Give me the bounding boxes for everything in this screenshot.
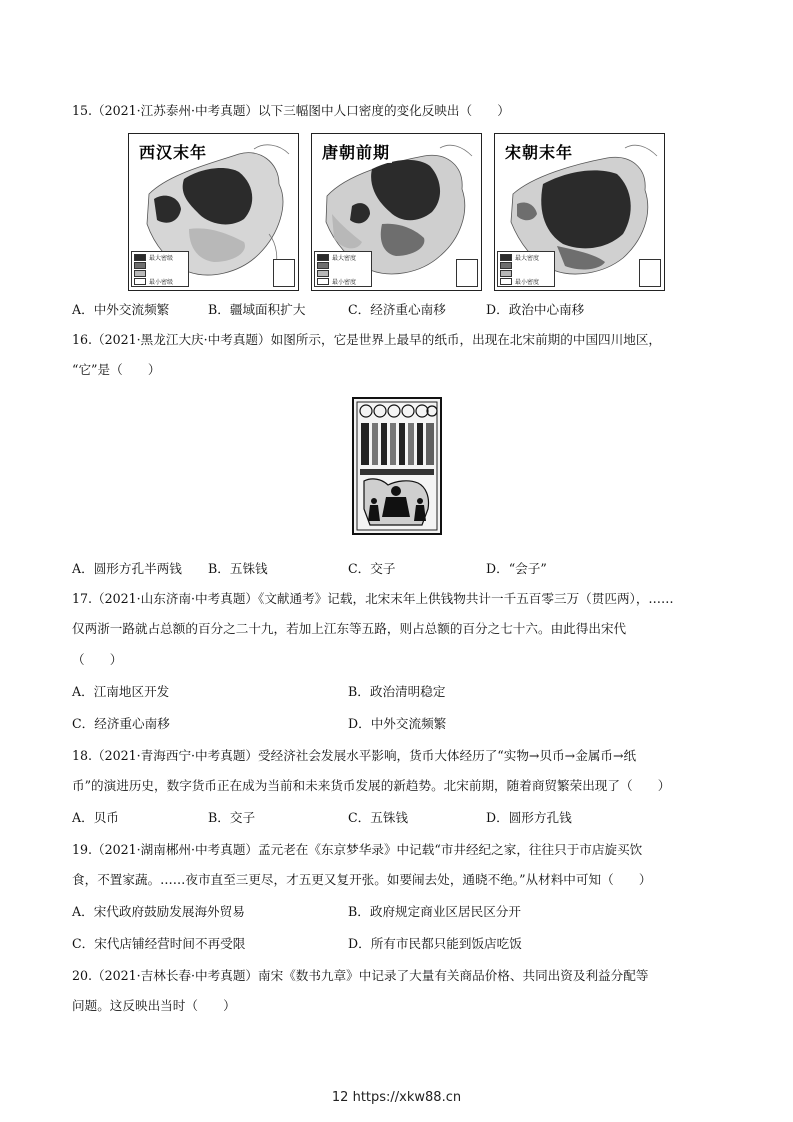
q17-option-b[interactable]: B．政治清明稳定 bbox=[348, 684, 446, 699]
q16-option-c[interactable]: C．交子 bbox=[348, 561, 396, 576]
map-western-han-legend bbox=[131, 251, 189, 287]
q18-option-c[interactable]: C．五铢钱 bbox=[348, 810, 409, 825]
legend-top-label: 最大密级 bbox=[149, 254, 174, 262]
jiaozi-banknote-image bbox=[352, 397, 442, 535]
q16-stem-line2: “它”是（ ） bbox=[72, 362, 161, 377]
q16-option-d[interactable]: D．“会子” bbox=[486, 561, 547, 576]
map-late-song bbox=[494, 133, 665, 291]
q16-option-b[interactable]: B．五铢钱 bbox=[208, 561, 268, 576]
map-early-tang-legend bbox=[314, 251, 372, 287]
q16-option-a[interactable]: A．圆形方孔半两钱 bbox=[72, 561, 182, 576]
map-western-han-title: 西汉末年 bbox=[137, 140, 209, 163]
q20-stem-line1: 20.（2021·吉林长春·中考真题）南宋《数书九章》中记录了大量有关商品价格、共同出资及利益分配等 bbox=[72, 968, 649, 983]
q17-option-d[interactable]: D．中外交流频繁 bbox=[348, 716, 447, 731]
q18-option-a[interactable]: A．贝币 bbox=[72, 810, 119, 825]
q18-option-d[interactable]: D．圆形方孔钱 bbox=[486, 810, 572, 825]
map-inset bbox=[456, 259, 478, 287]
map-inset bbox=[273, 259, 295, 287]
q19-stem-line1: 19.（2021·湖南郴州·中考真题）孟元老在《东京梦华录》中记载“市井经纪之家，往往只于市店旋买饮 bbox=[72, 842, 643, 857]
map-late-song-legend bbox=[497, 251, 555, 287]
legend-bottom-label: 最小密级 bbox=[149, 278, 174, 286]
q17-option-a[interactable]: A．江南地区开发 bbox=[72, 684, 170, 699]
q19-option-b[interactable]: B．政府规定商业区居民区分开 bbox=[348, 904, 521, 919]
q15-option-a[interactable]: A．中外交流频繁 bbox=[72, 302, 170, 317]
q15-option-d[interactable]: D．政治中心南移 bbox=[486, 302, 585, 317]
legend-bottom-label: 最小密度 bbox=[515, 278, 540, 286]
q18-option-b[interactable]: B．交子 bbox=[208, 810, 256, 825]
q15-stem: 15.（2021·江苏泰州·中考真题）以下三幅图中人口密度的变化反映出（ ） bbox=[72, 103, 510, 118]
q18-stem-line1: 18.（2021·青海西宁·中考真题）受经济社会发展水平影响，货币大体经历了“实物→贝币→金属币→纸 bbox=[72, 748, 637, 763]
map-western-han bbox=[128, 133, 299, 291]
legend-bottom-label: 最小密度 bbox=[332, 278, 357, 286]
q15-option-c[interactable]: C．经济重心南移 bbox=[348, 302, 446, 317]
q16-stem-line1: 16.（2021·黑龙江大庆·中考真题）如图所示，它是世界上最早的纸币，出现在北宋前期的中国四川地区， bbox=[72, 332, 662, 347]
legend-top-label: 最大密度 bbox=[515, 254, 540, 262]
map-late-song-title: 宋朝末年 bbox=[503, 140, 575, 163]
q19-option-a[interactable]: A．宋代政府鼓励发展海外贸易 bbox=[72, 904, 245, 919]
q17-stem-line1: 17.（2021·山东济南·中考真题）《文献通考》记载，北宋末年上供钱物共计一千五百零三万（贯匹两），…… bbox=[72, 591, 674, 606]
map-early-tang-title: 唐朝前期 bbox=[320, 140, 392, 163]
legend-top-label: 最大密度 bbox=[332, 254, 357, 262]
q17-option-c[interactable]: C．经济重心南移 bbox=[72, 716, 170, 731]
q15-option-b[interactable]: B．疆域面积扩大 bbox=[208, 302, 306, 317]
q19-option-d[interactable]: D．所有市民都只能到饭店吃饭 bbox=[348, 936, 522, 951]
q20-stem-line2: 问题。这反映出当时（ ） bbox=[72, 998, 236, 1013]
q19-stem-line2: 食，不置家蔬。……夜市直至三更尽，才五更又复开张。如要闹去处，通晓不绝。”从材料中可知（ ） bbox=[72, 872, 652, 887]
q15-maps bbox=[128, 133, 668, 291]
q17-stem-line2: 仅两浙一路就占总额的百分之二十九，若加上江东等五路，则占总额的百分之七十六。由此得出宋代 bbox=[72, 621, 627, 636]
page-footer: 12 https://xkw88.cn bbox=[331, 1090, 462, 1105]
map-inset bbox=[639, 259, 661, 287]
q17-stem-line3: （ ） bbox=[72, 652, 123, 667]
q19-option-c[interactable]: C．宋代店铺经营时间不再受限 bbox=[72, 936, 246, 951]
q18-stem-line2: 币”的演进历史，数字货币正在成为当前和未来货币发展的新趋势。北宋前期，随着商贸繁荣出现了（ ） bbox=[72, 778, 671, 793]
map-early-tang bbox=[311, 133, 482, 291]
